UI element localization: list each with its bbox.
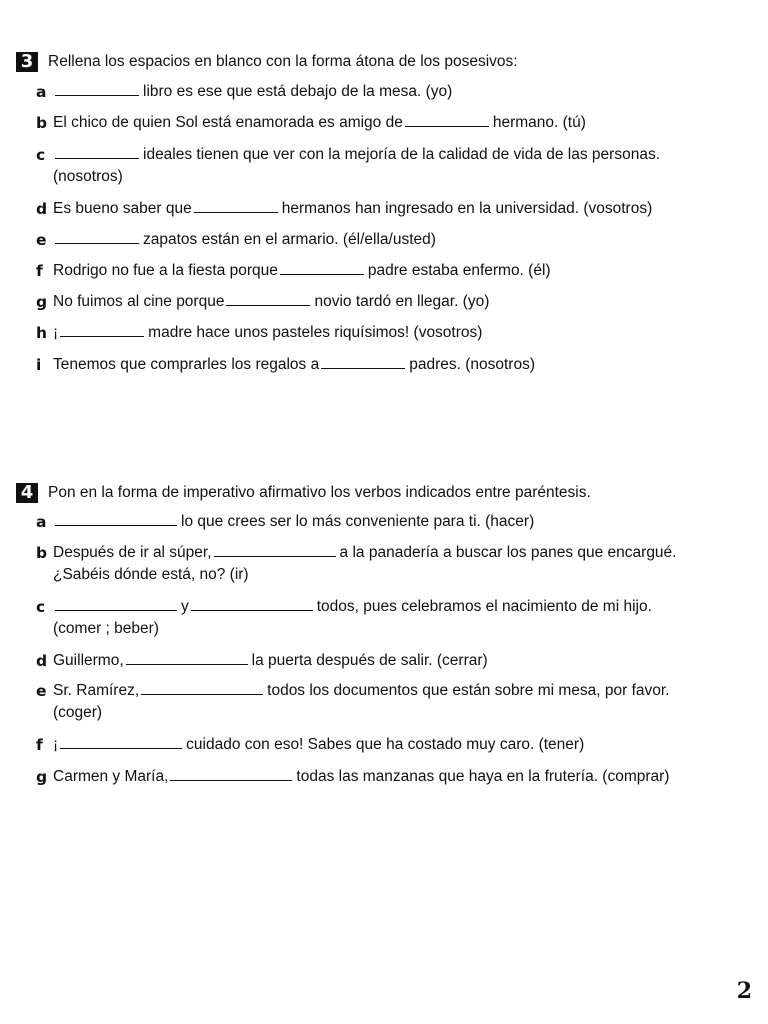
item-letter: f: [36, 736, 43, 754]
exercise-instruction: Pon en la forma de imperativo afirmativo los verbos indicados entre paréntesis.: [48, 484, 591, 501]
answer-blank[interactable]: [214, 542, 336, 557]
exercise-4-header: [16, 481, 756, 505]
item-letter: b: [36, 544, 48, 562]
answer-blank[interactable]: [55, 511, 177, 526]
answer-blank[interactable]: [405, 112, 489, 127]
item-letter: e: [36, 231, 47, 249]
answer-blank[interactable]: [191, 596, 313, 611]
item-letter: d: [36, 652, 48, 670]
answer-blank[interactable]: [126, 650, 248, 665]
exercise-3: [16, 50, 756, 74]
item-letter: f: [36, 262, 43, 280]
answer-blank[interactable]: [170, 766, 292, 781]
answer-blank[interactable]: [60, 322, 144, 337]
answer-blank[interactable]: [55, 81, 139, 96]
page-number: 2: [736, 978, 752, 1004]
item-letter: i: [36, 356, 42, 374]
item-letter: c: [36, 598, 46, 616]
exercise-4: [16, 481, 756, 505]
answer-blank[interactable]: [141, 680, 263, 695]
answer-blank[interactable]: [321, 354, 405, 369]
exercise-number: 4: [16, 483, 38, 503]
exercise-3-header: [16, 50, 756, 74]
item-letter: d: [36, 200, 48, 218]
exercise-number: 3: [16, 52, 38, 72]
item-letter: a: [36, 513, 47, 531]
answer-blank[interactable]: [55, 596, 177, 611]
answer-blank[interactable]: [60, 734, 182, 749]
item-letter: h: [36, 324, 48, 342]
answer-blank[interactable]: [194, 198, 278, 213]
item-letter: a: [36, 83, 47, 101]
item-letter: b: [36, 114, 48, 132]
item-letter: g: [36, 768, 48, 786]
answer-blank[interactable]: [55, 144, 139, 159]
answer-blank[interactable]: [226, 291, 310, 306]
item-letter: c: [36, 146, 46, 164]
exercise-instruction: Rellena los espacios en blanco con la forma átona de los posesivos:: [48, 53, 518, 70]
answer-blank[interactable]: [280, 260, 364, 275]
item-letter: e: [36, 682, 47, 700]
answer-blank[interactable]: [55, 229, 139, 244]
item-letter: g: [36, 293, 48, 311]
